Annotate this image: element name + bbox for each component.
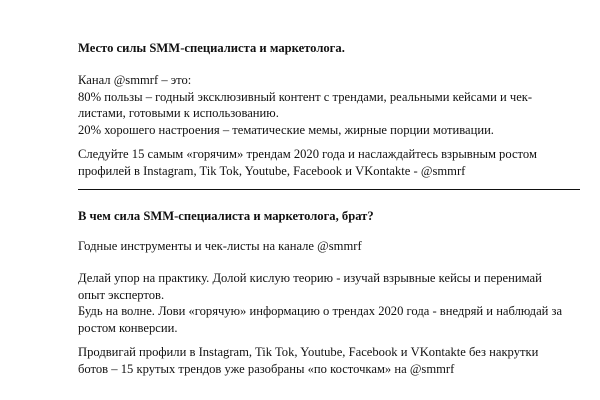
section2-paragraph-4: [78, 344, 578, 377]
section2-p2-line2: опыт экспертов.: [78, 287, 165, 302]
section2-p1: Годные инструменты и чек-листы на канале @smmrf: [78, 239, 362, 253]
section2-paragraph-1: [78, 238, 578, 255]
section1-heading: Место силы SMM-специалиста и маркетолога.: [78, 41, 345, 55]
section2-p2-line1: Делай упор на практику. Долой кислую теорию - изучай взрывные кейсы и перенимай: [78, 271, 542, 285]
section1-p3-line1: Следуйте 15 самым «горячим» трендам 2020 года и наслаждайтесь взрывным ростом: [78, 147, 537, 161]
section1-p1-line1: 80% пользы – годный эксклюзивный контент с трендами, реальными кейсами и чек-: [78, 89, 533, 104]
section2-p4-line2: ботов – 15 крутых трендов уже разобраны «по косточкам» на @smmrf: [78, 361, 455, 376]
section2-p3-line2: ростом конверсии.: [78, 320, 178, 335]
section1-paragraph-3: [78, 146, 578, 179]
section2-heading: В чем сила SMM-специалиста и маркетолога, брат?: [78, 209, 374, 223]
document-page: [78, 0, 578, 400]
section-divider: [78, 189, 580, 190]
section2-paragraph-2: [78, 270, 578, 336]
section1-p2: 20% хорошего настроения – тематические мемы, жирные порции мотивации.: [78, 122, 494, 137]
section1-p1-line2: листами, готовыми к использованию.: [78, 106, 279, 120]
section1-p3-line2: профилей в Instagram, Tik Tok, Youtube, Facebook и VKontakte - @smmrf: [78, 163, 466, 178]
section2-p4-line1: Продвигай профили в Instagram, Tik Tok, Youtube, Facebook и VKontakte без накрутки: [78, 345, 539, 359]
section1-intro-line: Канал @smmrf – это:: [78, 73, 192, 87]
section2-p3-line1: Будь на волне. Лови «горячую» информацию о трендах 2020 года - внедряй и наблюдай за: [78, 304, 563, 318]
section1-intro: [78, 72, 578, 138]
